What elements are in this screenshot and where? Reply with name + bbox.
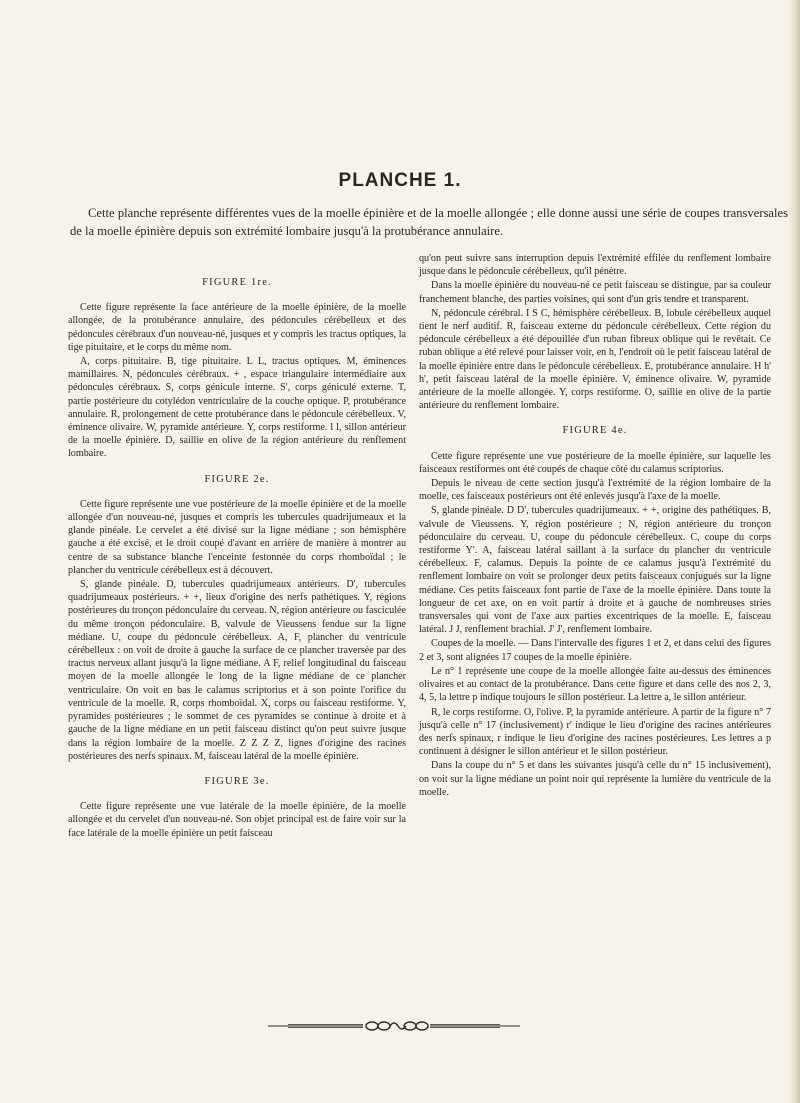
figure-2-paragraph: Cette figure représente une vue postérieure de la moelle épinière et de la moelle allongée d'un nouveau-né, jusques et compris les tubercules quadrijumeaux et la glande pinéale. Le cervelet a été divisé sur la ligne médiane ; son hémisphère gauche a été excisé, et le droit coupé d'avant en arrière de manière à montrer au centre de sa substance blanche l'enceinte festonnée du corps rhomboïdal ; le plancher du ventricule cérébelleux est à découvert. bbox=[68, 498, 406, 576]
figure-3-heading: FIGURE 3e. bbox=[204, 775, 270, 787]
intro-paragraph: Cette planche représente différentes vues de la moelle épinière et de la moelle allongée ; elle donne aussi une série de coupes transversales de la moelle épinière depuis son extrémité lombaire jusqu'à la protubérance annulaire. bbox=[70, 206, 788, 238]
figure-3-paragraph: Cette figure représente une vue latérale de la moelle épinière, de la moelle allongée et du cervelet d'un nouveau-né. Son objet principal est de faire voir sur la face latérale de la moelle épinière un petit faisceau bbox=[68, 801, 406, 839]
figure-2-heading: FIGURE 2e. bbox=[204, 473, 270, 485]
figure-1-paragraph: Cette figure représente la face antérieure de la moelle épinière, de la moelle allongée, de la protubérance annulaire, des pédoncules cérébelleux et des pédoncules cérébraux d'un nouveau-né, jusques et y compris les tractus optiques, la tige pituitaire, et le corps du même nom. bbox=[68, 302, 406, 353]
figure-3-paragraph-continued: qu'on peut suivre sans interruption depuis l'extrémité effilée du renflement lombaire jusque dans le pédoncule cérébelleux, qu'il pénètre. bbox=[419, 253, 771, 278]
page-edge-shadow bbox=[788, 0, 800, 1103]
page-title: PLANCHE 1. bbox=[338, 170, 462, 191]
figure-2-legend: S, glande pinéale. D, tubercules quadrijumeaux antérieurs. D', tubercules quadrijumeaux postérieurs. + +, lieux d'origine des nerfs pathétiques. Y, régions postérieures du tronçon pédonculaire du cerveau. N, région antérieure ou fasciculée du même tronçon pédonculaire. B, valvule de Vieussens fendue sur la ligne médiane. U, coupe du pédoncule cérébelleux. A, F, plancher du ventricule cérébelleux : on voit de droite à gauche la surface de ce plancher traversée par des tractus nerveux allant jusqu'à la ligne médiane. A F, relief longitudinal du faisceau moyen de la moelle allongée le long de la ligne médiane de ce plancher ventriculaire. On voit en bas le calamus scriptorius et à son pointe l'orifice du ventricule de la moelle. R, corps rhomboïdal. X, corps ou faisceau restiforme. Y, pyramides postérieures ; le sommet de ces pyramides se continue à droite et à gauche de la ligne médiane en un petit faisceau distinct qu'on peut suivre jusque dans la région lombaire de la moelle. Z Z Z Z, lignes d'origine des racines postérieures des nerfs spinaux. M, faisceau latéral de la moelle épinière. bbox=[68, 579, 406, 762]
sections-paragraph-3: Dans la coupe du n° 5 et dans les suivantes jusqu'à celle du n° 15 inclusivement), on voit sur la ligne médiane un point noir qui représente la lumière du ventricule de la moelle. bbox=[419, 760, 771, 798]
figure-3-paragraph-2: Dans la moelle épinière du nouveau-né ce petit faisceau se distingue, par sa couleur franchement blanche, des parties voisines, qui sont d'un gris tendre et transparent. bbox=[419, 280, 771, 305]
figure-4-heading: FIGURE 4e. bbox=[562, 425, 628, 437]
left-column bbox=[68, 252, 406, 841]
decorative-divider-icon bbox=[268, 1019, 520, 1033]
sections-paragraph-2: R, le corps restiforme. O, l'olive. P, la pyramide antérieure. A partir de la figure n° 7 jusqu'à celle n° 17 (inclusivement) r' indique le lieu d'origine des racines antérieures des nerfs spinaux, r indique le lieu d'origine des racines postérieures. Les lettres a p continuent à désigner le sillon antérieur et le sillon postérieur. bbox=[419, 706, 771, 758]
right-column bbox=[419, 252, 771, 800]
sections-intro: Coupes de la moelle. — Dans l'intervalle des figures 1 et 2, et dans celui des figures 2 et 3, sont alignées 17 coupes de la moelle épinière. bbox=[419, 638, 771, 663]
figure-1-heading: FIGURE 1re. bbox=[202, 277, 272, 288]
figure-4-paragraph-2: Depuis le niveau de cette section jusqu'à l'extrémité de la région lombaire de la moelle, ces faisceaux postérieurs ont été enlevés jusqu'à l'axe de la moelle. bbox=[419, 478, 771, 503]
figure-1-legend: A, corps pituitaire. B, tige pituitaire. L L, tractus optiques. M, éminences mamillaires. N, pédoncules cérébraux. + , espace triangulaire intermédiaire aux pédoncules cérébraux. S, corps génicule interne. S', corps géniculé externe. T, partie postérieure du cotylédon ventriculaire de la couche optique. P, protubérance annulaire. R, prolongement de cette protubérance dans le pédoncule cérébelleux. V, éminence olivaire. W, pyramide antérieure. Y, corps restiforme. l l, sillon antérieur de la moelle épinière. D, saillie en olive de la région antérieure du renflement lombaire. bbox=[68, 356, 406, 460]
figure-4-paragraph: Cette figure représente une vue postérieure de la moelle épinière, sur laquelle les faisceaux restiformes ont été coupés de chaque côté du calamus scriptorius. bbox=[419, 450, 771, 475]
sections-paragraph-1: Le n° 1 représente une coupe de la moelle allongée faite au-dessus des éminences olivaires et au contact de la protubérance. Dans cette figure et dans celle des nos 2, 3, 4, 5, la lettre p indique toujours le sillon postérieur. La lettre a, le sillon antérieur. bbox=[419, 665, 771, 704]
figure-4-legend: S, glande pinéale. D D', tubercules quadrijumeaux. + +, origine des pathétiques. B, valvule de Vieussens. Y, région postérieure ; N, région antérieure du tronçon pédonculaire du cerveau. U, coupe du pédoncule cérébelleux. C, coupe du corps restiforme Y'. A, faisceau latéral saillant à la surface du plancher du ventricule cérébelleux. F, calamus. Depuis la pointe de ce calamus jusqu'à l'extrémité du renflement lombaire on voit se prolonger deux petits faisceaux conjugués sur la ligne médiane. Ces petits faisceaux font partie de l'axe de la moelle épinière. Dans toute la longueur de cet axe, on en voit partir à droite et à gauche de nombreuses stries transversales qui vont de l'axe aux parties excentriques de la moelle. E, faisceau latéral. J J, renflement brachial. J' J', renflement lombaire. bbox=[419, 505, 771, 636]
figure-3-legend: N, pédoncule cérébral. I S C, hémisphère cérébelleux. B, lobule cérébelleux auquel tient le nerf auditif. R, faisceau externe du pédoncule cérébelleux. Cette région du pédoncule cérébelleux a été dépouillée d'un ruban fibreux oblique qui le revêtait. Ce ruban oblique a été relevé pour laisser voir, en h, l'endroit où le petit faisceau latéral de la moelle épinière entre dans le pédoncule cérébelleux. E, protubérance annulaire. H h' h', petit faisceau latéral de la moelle épinière. V, éminence olivaire. W, pyramide antérieure de la moelle allongée. Y, corps restiforme. O, saillie en olive de la partie antérieure du renflement lombaire. bbox=[419, 307, 771, 412]
